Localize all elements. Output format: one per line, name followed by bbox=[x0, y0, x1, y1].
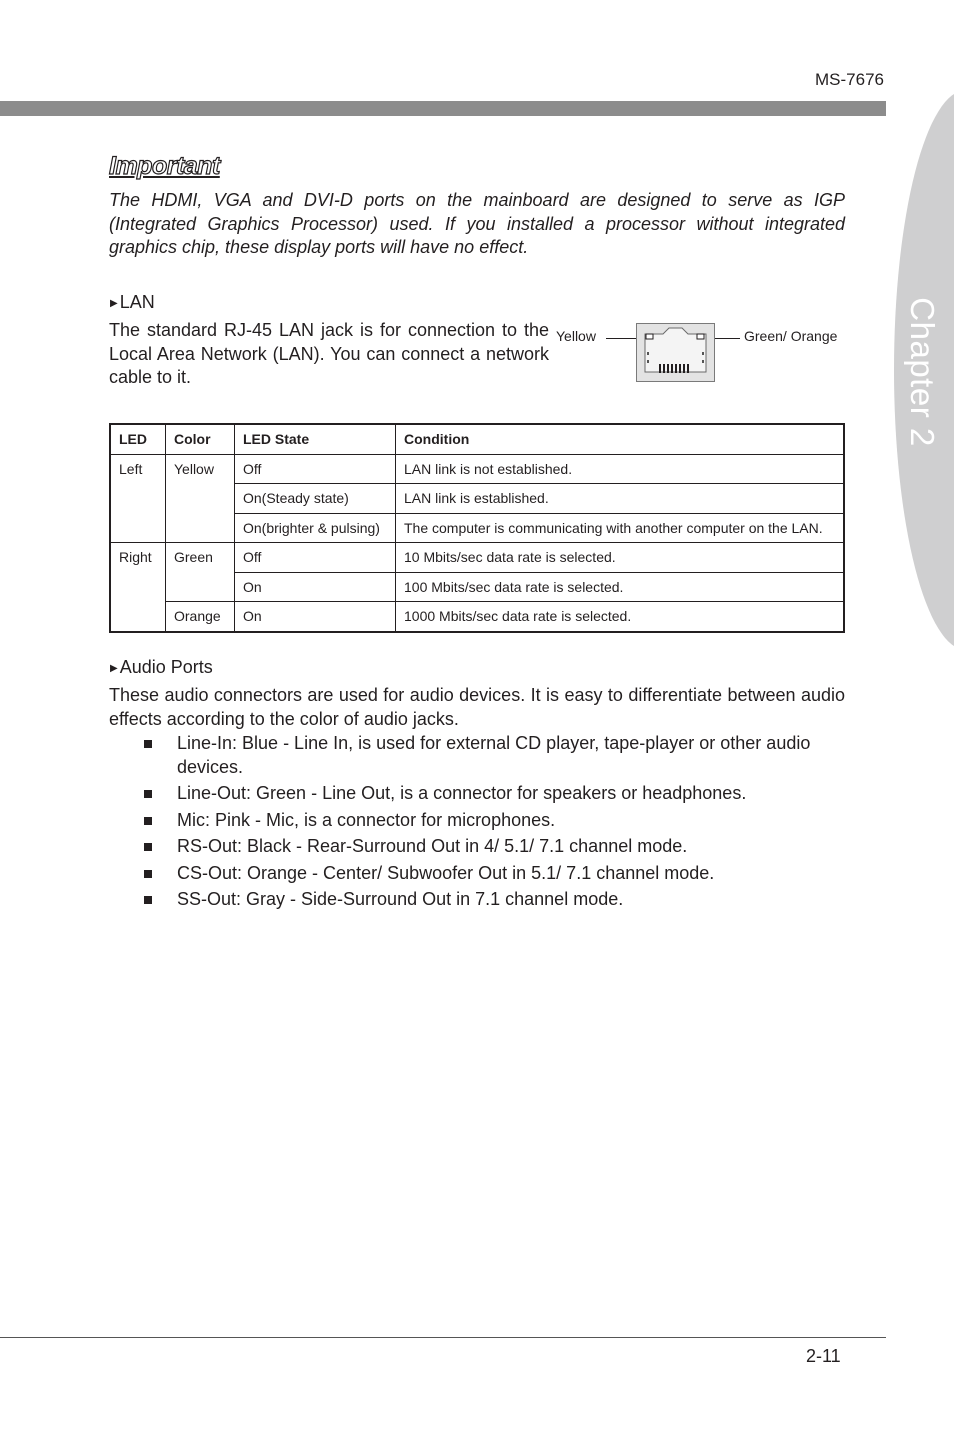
table-row bbox=[110, 543, 844, 573]
square-bullet-icon bbox=[144, 843, 152, 851]
square-bullet-icon bbox=[144, 817, 152, 825]
lan-heading-text: LAN bbox=[119, 292, 155, 312]
square-bullet-icon bbox=[144, 790, 152, 798]
state-cell: Off bbox=[235, 454, 396, 484]
rj45-jack-icon bbox=[636, 323, 715, 382]
condition-cell: LAN link is established. bbox=[396, 484, 845, 514]
table-row bbox=[110, 602, 844, 632]
list-item bbox=[144, 809, 845, 833]
model-number: MS-7676 bbox=[815, 70, 884, 89]
color-cell: Green bbox=[166, 543, 235, 602]
list-item-text: Line-In: Blue - Line In, is used for external CD player, tape-player or other audio devices. bbox=[177, 733, 811, 777]
list-item bbox=[144, 862, 845, 886]
table-header-row bbox=[110, 424, 844, 454]
color-cell: Orange bbox=[166, 602, 235, 632]
condition-cell: 100 Mbits/sec data rate is selected. bbox=[396, 572, 845, 602]
footer-rule bbox=[0, 1337, 886, 1338]
square-bullet-icon bbox=[144, 740, 152, 748]
list-item-text: CS-Out: Orange - Center/ Subwoofer Out in 5.1/ 7.1 channel mode. bbox=[177, 862, 715, 883]
audio-section-heading bbox=[110, 657, 213, 678]
square-bullet-icon bbox=[144, 870, 152, 878]
lan-led-table bbox=[109, 423, 845, 633]
header-bar bbox=[0, 101, 886, 116]
list-item bbox=[144, 782, 845, 806]
list-item bbox=[144, 732, 845, 779]
audio-heading-text: Audio Ports bbox=[119, 657, 213, 677]
triangle-bullet-icon: ▶ bbox=[110, 298, 118, 309]
header-led: LED bbox=[110, 424, 166, 454]
led-cell: Right bbox=[110, 543, 166, 632]
audio-port-list bbox=[144, 732, 845, 915]
list-item bbox=[144, 888, 845, 912]
condition-cell: 1000 Mbits/sec data rate is selected. bbox=[396, 602, 845, 632]
square-bullet-icon bbox=[144, 896, 152, 904]
page-number: 2-11 bbox=[806, 1346, 841, 1366]
yellow-led-label: Yellow bbox=[556, 328, 596, 344]
state-cell: On(Steady state) bbox=[235, 484, 396, 514]
important-heading: Important bbox=[109, 152, 220, 180]
header-color: Color bbox=[166, 424, 235, 454]
list-item-text: Line-Out: Green - Line Out, is a connector for speakers or headphones. bbox=[177, 783, 747, 803]
table-row bbox=[110, 454, 844, 484]
condition-cell: The computer is communicating with another computer on the LAN. bbox=[396, 513, 845, 543]
lan-description: The standard RJ-45 LAN jack is for connection to the Local Area Network (LAN). You can connect a network cable to it. bbox=[109, 320, 549, 387]
state-cell: On bbox=[235, 602, 396, 632]
list-item-text: Mic: Pink - Mic, is a connector for microphones. bbox=[177, 809, 556, 830]
list-item-text: RS-Out: Black - Rear-Surround Out in 4/ 5.1/ 7.1 channel mode. bbox=[177, 836, 688, 856]
state-cell: On(brighter & pulsing) bbox=[235, 513, 396, 543]
condition-cell: 10 Mbits/sec data rate is selected. bbox=[396, 543, 845, 573]
state-cell: Off bbox=[235, 543, 396, 573]
list-item-text: SS-Out: Gray - Side-Surround Out in 7.1 channel mode. bbox=[177, 889, 624, 909]
list-item bbox=[144, 835, 845, 859]
color-cell: Yellow bbox=[166, 454, 235, 543]
audio-intro: These audio connectors are used for audio devices. It is easy to differentiate between audio effects according to the color of audio jacks. bbox=[109, 685, 845, 729]
header-led-state: LED State bbox=[235, 424, 396, 454]
led-cell: Left bbox=[110, 454, 166, 543]
green-orange-led-label: Green/ Orange bbox=[744, 328, 838, 344]
important-note: The HDMI, VGA and DVI-D ports on the mainboard are designed to serve as IGP (Integrated Graphics Processor) used. If you installed a processor without integrated graphics chip, these display ports will have no effect. bbox=[109, 190, 845, 257]
triangle-bullet-icon: ▶ bbox=[110, 663, 118, 674]
chapter-tab-label: Chapter 2 bbox=[904, 297, 941, 447]
lan-section-heading bbox=[110, 292, 155, 313]
state-cell: On bbox=[235, 572, 396, 602]
header-condition: Condition bbox=[396, 424, 845, 454]
condition-cell: LAN link is not established. bbox=[396, 454, 845, 484]
